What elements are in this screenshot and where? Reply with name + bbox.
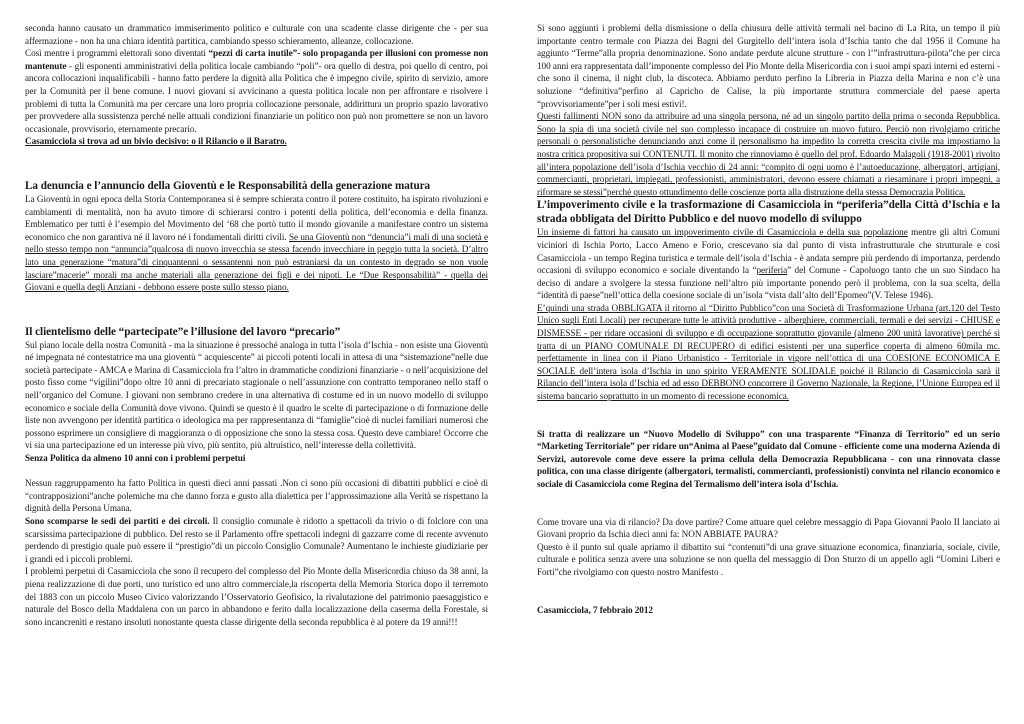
- paragraph: Si sono aggiunti i problemi della dismissione o della chiusura delle attività termali nel bacino di La Rita, un tempo il più importante centro termale con Piazza dei Bagni del Gurgitello dell’intera isola d’Ischia tanto che dal 1956 il Comune ha aggiunto “Terme”alla propria denominazione. Sono andate perdute alcune strutture - con l’”infrastruttura-pilota”che per circa 100 anni era rappresentata dall’imponente complesso del Pio Monte della Misericordia con i suoi ampi spazi interni ed esterni - che sono il cinema, il night club, la discoteca. Abbiamo perduto perfino la Libreria in Piazza della Marina e non c’è una soluzione “definitiva”perfino al Capricho de Calise, la più importante struttura commerciale del paese aperta “provvisoriamente”per i soli mesi estivi!.: [537, 23, 1000, 109]
- paragraph: Sul piano locale della nostra Comunità - ma la situazione è pressoché analoga in tutta l’isola d’Ischia - non esiste una Gioventù né impegnata né contestatrice ma una gioventù “ acquiescente” ai piccoli potenti locali in attesa di una “sistemazione”nelle due società partecipate - AMCA e Marina di Casamicciola fra l’altro in drammatiche condizioni finanziarie - o nell’acquisizione del posto fisso come “vigilini”dopo oltre 10 anni di precariato stagionale o nell’assunzione con contratto temporaneo nello staff o nell’organico del Comune. I giovani non sembrano credere in una alternativa di costume ed in un nuovo modello di sviluppo economico e sociale della Comunità dove vivono. Quindi se questo è il quadro le scelte di partecipazione o di formazione delle liste non avvengono per identità partitica o ideologica ma per rappresentanza di “famiglie”cioè di nuclei familiari numerosi che possono esprimere un consigliere di maggioranza o di opposizione che sono la stessa cosa. Questo deve cambiare! Occorre che vi sia una partecipazione ed un interesse più vivo, più sentito, più altruistico, nell’interesse della collettività.: [25, 339, 488, 451]
- paragraph: [25, 193, 488, 294]
- paragraph: Questo è il punto sul quale apriamo il dibattito sui “contenuti”di una grave situazione economica, finanziaria, sociale, civile, culturale e politica senza avere una soluzione se non quella del messaggio di Don Sturzo di un appello agli “Uomini Liberi e Forti”che rivolgiamo con questo nostro Manifesto .: [537, 541, 1000, 577]
- key-statement: Casamicciola si trova ad un bivio decisivo: o il Rilancio o il Baratro.: [25, 136, 287, 147]
- text-span: - gli esponenti amministrativi della politica locale cambiando “poli”- ora quello di destra, poi quello di centro, poi ancora collocazioni inqualificabili - hanno fatto perdere la dignità alla Politica che è impegno civile, spirito di servizio, amore per la Comunità per il bene comune. I nuovi giovani si avvicinano a questa politica locale non per affrontare e risolvere i problemi di tutta la Comunità ma per cercare una loro propria collocazione personale, addirittura un proprio spazio lavorativo per provvedere alla sussistenza perché nelle attuali condizioni finanziarie un politico non può non promettere se non un lavoro occasionale, provvisorio, eternamente precario.: [25, 60, 488, 134]
- paragraph: seconda hanno causato un drammatico immiserimento politico e culturale con una scadente classe dirigente che - per sua affermazione - non ha una chiara identità partitica, cambiando spesso schieramento, alleanze, collocazione.: [25, 23, 488, 46]
- text-span: mentre gli altri Comuni viciniori di Ischia Porto, Lacco Ameno e Forio, crescevano sia dal punto di vista infrastrutturale che strutturale e così Casamicciola - un tempo Regina turistica e termale dell’isola d’Ischia - è andata sempre più perdendo di importanza, perdendo occasioni di sviluppo economico e sociale diventando la “: [537, 227, 1000, 276]
- left-column: [25, 22, 488, 628]
- underlined-text: Se una Gioventù non “denuncia”i mali di una società e nello stesso tempo non “annuncia”qualcosa di nuovo invecchia se stessa facendo invecchiare in peggio tutta la società.: [25, 231, 488, 255]
- text-span: La Gioventù in ogni epoca della Storia Contemporanea si è sempre schierata contro il potere costituito, ha ispirato rivoluzioni e cambiamenti di mentalità, non ha avuto timore di schierarsi contro i potenti della politica, dell’economia e della finanza. Emblematico per tutti è l’esempio del Movimento del ‘68 che portò tutto il mondo giovanile a manifestare contro un sistema economico che non garantiva né il lavoro né i fondamentali diritti civili.: [25, 193, 488, 242]
- underlined-text: Un insieme di fattori ha causato un impoverimento civile di Casamicciola e della sua popolazione: [537, 227, 908, 238]
- right-column: [537, 22, 1000, 616]
- section-heading: Il clientelismo delle “partecipate”e l’illusione del lavoro “precario”: [25, 325, 341, 338]
- bold-text: “pezzi di carta inutile”- solo propaganda per illusioni con promesse non mantenute: [25, 48, 488, 71]
- bold-text: Sono scomparse le sedi dei partiti e dei circoli.: [25, 516, 210, 526]
- bold-paragraph: Si tratta di realizzare un “Nuovo Modello di Sviluppo” con una trasparente “Finanza di Territorio” ed un serio “Marketing Territoriale” per ridare un“Anima al Paese”guidato dal Comune - efficiente come una moderna Azienda di Servizi, autorevole come deve essere la prima cellula della Democrazia Repubblicana - con una rinnovata classe politica, con una classe dirigente (albergatori, termalisti, commercianti, professionisti) convinta nel rilancio economico e sociale di Casamicciola come Regina del Termalismo dell’intera isola d’Ischia.: [537, 428, 1000, 489]
- paragraph: I problemi perpetui di Casamicciola che sono il recupero del complesso del Pio Monte della Misericordia chiuso da 38 anni, la piena realizzazione di due porti, uno turistico ed uno altro commerciale,la riscoperta della Memoria Storica dopo il terremoto del 1883 con un piccolo Museo Civico valorizzando l’Osservatorio Geofisico, la rivalutazione del patrimonio paesaggistico e naturale del Bosco della Maddalena con un parco in abbandono e ferito dalla localizzazione della caserma della Forestale, si sono incancreniti e restano insoluti nonostante questa classe dirigente della seconda repubblica è al potere da 19 anni!!!: [25, 566, 488, 627]
- text-span: ” del Comune - Capoluogo tanto che un suo Sindaco ha deciso di andare a svolgere la stessa funzione nell’altro più importante ponendo però il problema, con la sua scelta, della “identità di paese”nell’ottica della coesione sociale di un’isola “vista dall’alto dell’Epomeo”(V. Telese 1946).: [537, 265, 1000, 301]
- paragraph: [537, 226, 1000, 302]
- subheading: Senza Politica da almeno 10 anni con i problemi perpetui: [25, 453, 246, 464]
- text-span: Il consiglio comunale è ridotto a spettacoli da trivio o di folclore con una scarsissima partecipazione di pubblico. Del resto se il Parlamento offre spettacoli indegni di gazzarre come di recente avvenuto perdendo di prestigio quale può essere il “prestigio”di un piccolo Consiglio Comunale? Aumentano le inchieste giudiziarie per i grandi ed i piccoli problemi.: [25, 516, 488, 564]
- paragraph: Come trovare una via di rilancio? Da dove partire? Come attuare quel celebre messaggio di Papa Giovanni Paolo II lanciato ai Giovani proprio da Ischia dieci anni fa: NON ABBIATE PAURA?: [537, 516, 1000, 540]
- text-span: Così mentre i programmi elettorali sono diventati: [25, 48, 209, 59]
- section-heading: L’impoverimento civile e la trasformazione di Casamicciola in “periferia”della Città d’Ischia e la strada obbligata del Diritto Pubblico e del nuovo modello di sviluppo: [537, 199, 1000, 226]
- paragraph: Nessun raggruppamento ha fatto Politica in questi dieci anni passati .Non ci sono più occasioni di dibattiti pubblici e cioè di “contrapposizioni”anche polemiche ma che danno forza e gusto alla dialettica per l’approssimazione alla Verità se rispettano la dignità della Persona Umana.: [25, 478, 488, 514]
- paragraph: [25, 515, 488, 565]
- underlined-text: periferia: [756, 265, 788, 276]
- paragraph: [25, 47, 488, 135]
- section-heading: La denuncia e l’annuncio della Gioventù e le Responsabilità della generazione matura: [25, 179, 431, 192]
- underlined-text: D’altro lato una generazione “matura”di cinquantenni o sessantenni non può estraniarsi da un contesto in degrado se non vuole lasciare”macerie” morali ma anche materiali alla generazione dei figli e dei nipoti. Le “Due Responsabilità” - quella dei Giovani e quella degli Anziani - debbono essere poste sullo stesso piano.: [25, 244, 488, 293]
- underlined-paragraph: E’quindi una strada OBBLIGATA il ritorno al “Diritto Pubblico”con una Società di Trasformazione Urbana (art.120 del Testo Unico sugli Enti Locali) per recuperare tutte le attività produttive - alberghiere, commerciali, termali e dei servizi - CHIUSE e DISMESSE - per ridare occasioni di sviluppo e di occupazione soprattutto giovanile (almeno 200 unità lavorative) perché si tratta di un PIANO COMUNALE DI RECUPERO di edifici esistenti per una superfice coperta di almeno 60mila mc. perfettamente in linea con il Piano Urbanistico - Territoriale in vigore nell’ottica di una COESIONE ECONOMICA E SOCIALE dell’intera isola d’Ischia in uno spirito VERAMENTE SOLIDALE poiché il Rilancio di Casamicciola sarà il Rilancio dell’intera isola d’Ischia ed ad esso DEBBONO concorrere il Governo Nazionale, la Regione, l’Unione Europea ed il sistema bancario soprattutto in un momento di recessione economica.: [537, 302, 1000, 402]
- signature-date: Casamicciola, 7 febbraio 2012: [537, 604, 653, 615]
- underlined-paragraph: Questi fallimenti NON sono da attribuire ad una singola persona, né ad un singolo partito della prima o seconda Repubblica. Sono la spia di una società civile nel suo complesso incapace di costruire un nuovo futuro. Perciò non rivolgiamo critiche personali o personalistiche denunciando anzi come il personalismo ha impedito la corretta crescita civile ma impostiamo la nostra critica propositiva sui CONTENUTI. Il monito che rinnoviamo è quello del prof. Edoardo Malagoli (1918-2001) rivolto all’intera popolazione dell’isola d’Ischia vecchio di 24 anni: “compito di ogni uomo è l’autoeducazione, albergatori, artigiani, commercianti, proprietari, impiegati, professionisti, amministratori, devono essere chiamati a riesaminare i propri impegni, a riformare se stessi”perché questo ottundimento delle coscienze porta alla distruzione della stessa Democrazia Politica.: [537, 111, 1000, 197]
